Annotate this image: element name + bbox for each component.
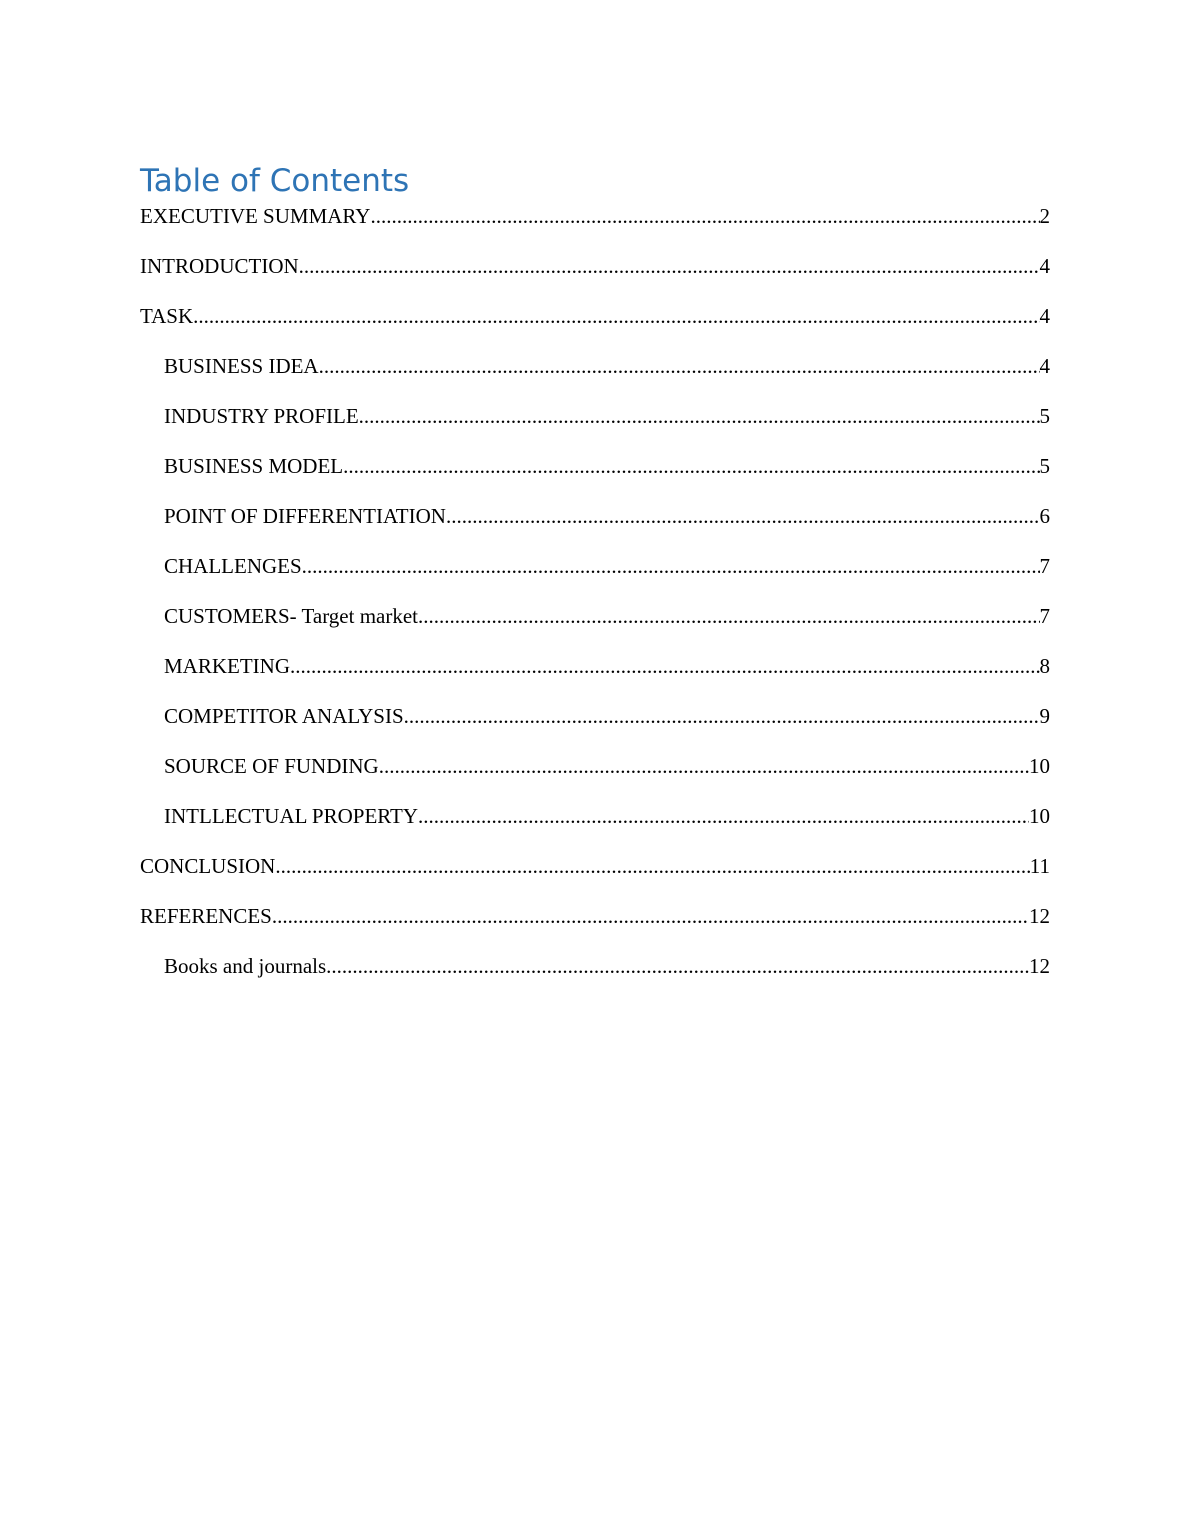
toc-dot-leader bbox=[446, 500, 1040, 532]
toc-entry-executive-summary[interactable] bbox=[140, 200, 1050, 250]
toc-entry-page: 4 bbox=[1039, 254, 1050, 278]
toc-dot-leader bbox=[299, 250, 1040, 282]
toc-entry-introduction[interactable] bbox=[140, 250, 1050, 300]
toc-list bbox=[140, 200, 1050, 1000]
toc-entry-label: INTRODUCTION bbox=[140, 254, 299, 278]
toc-dot-leader bbox=[275, 850, 1029, 882]
toc-entry-challenges[interactable] bbox=[140, 550, 1050, 600]
toc-entry-page: 7 bbox=[1039, 604, 1050, 628]
toc-entry-page: 4 bbox=[1039, 304, 1050, 328]
toc-entry-page: 2 bbox=[1039, 204, 1050, 228]
toc-entry-industry-profile[interactable] bbox=[140, 400, 1050, 450]
toc-entry-label: CUSTOMERS- Target market bbox=[164, 604, 419, 628]
toc-entry-page: 10 bbox=[1029, 754, 1050, 778]
toc-entry-label: TASK bbox=[140, 304, 194, 328]
toc-entry-page: 11 bbox=[1029, 854, 1050, 878]
toc-entry-label: INTLLECTUAL PROPERTY bbox=[164, 804, 419, 828]
toc-dot-leader bbox=[418, 600, 1039, 632]
toc-entry-label: CONCLUSION bbox=[140, 854, 276, 878]
toc-dot-leader bbox=[359, 400, 1040, 432]
toc-entry-label: COMPETITOR ANALYSIS bbox=[164, 704, 404, 728]
toc-entry-business-model[interactable] bbox=[140, 450, 1050, 500]
toc-entry-conclusion[interactable] bbox=[140, 850, 1050, 900]
toc-entry-label: SOURCE OF FUNDING bbox=[164, 754, 379, 778]
toc-dot-leader bbox=[319, 350, 1040, 382]
toc-entry-page: 6 bbox=[1039, 504, 1050, 528]
toc-entry-label: POINT OF DIFFERENTIATION bbox=[164, 504, 446, 528]
toc-dot-leader bbox=[193, 300, 1039, 332]
toc-dot-leader bbox=[326, 950, 1029, 982]
toc-entry-page: 9 bbox=[1039, 704, 1050, 728]
toc-entry-books-and-journals[interactable] bbox=[140, 950, 1050, 1000]
toc-dot-leader bbox=[418, 800, 1029, 832]
toc-heading: Table of Contents bbox=[140, 163, 410, 199]
toc-entry-page: 7 bbox=[1039, 554, 1050, 578]
toc-entry-point-of-differentiation[interactable] bbox=[140, 500, 1050, 550]
toc-dot-leader bbox=[302, 550, 1040, 582]
toc-entry-page: 8 bbox=[1039, 654, 1050, 678]
toc-entry-label: EXECUTIVE SUMMARY bbox=[140, 204, 371, 228]
toc-entry-page: 5 bbox=[1039, 404, 1050, 428]
toc-dot-leader bbox=[379, 750, 1029, 782]
toc-entry-page: 10 bbox=[1029, 804, 1050, 828]
toc-entry-source-of-funding[interactable] bbox=[140, 750, 1050, 800]
toc-entry-page: 12 bbox=[1029, 904, 1050, 928]
toc-entry-label: BUSINESS MODEL bbox=[164, 454, 344, 478]
toc-entry-label: CHALLENGES bbox=[164, 554, 302, 578]
toc-entry-label: BUSINESS IDEA bbox=[164, 354, 319, 378]
toc-entry-label: INDUSTRY PROFILE bbox=[164, 404, 359, 428]
toc-entry-label: Books and journals bbox=[164, 954, 327, 978]
toc-entry-references[interactable] bbox=[140, 900, 1050, 950]
toc-dot-leader bbox=[290, 650, 1040, 682]
toc-entry-label: MARKETING bbox=[164, 654, 290, 678]
toc-entry-label: REFERENCES bbox=[140, 904, 272, 928]
toc-entry-competitor-analysis[interactable] bbox=[140, 700, 1050, 750]
toc-entry-business-idea[interactable] bbox=[140, 350, 1050, 400]
toc-entry-customers-target-market[interactable] bbox=[140, 600, 1050, 650]
toc-entry-task[interactable] bbox=[140, 300, 1050, 350]
toc-entry-intellectual-property[interactable] bbox=[140, 800, 1050, 850]
toc-dot-leader bbox=[272, 900, 1029, 932]
toc-entry-page: 5 bbox=[1039, 454, 1050, 478]
toc-dot-leader bbox=[370, 200, 1039, 232]
toc-entry-page: 4 bbox=[1039, 354, 1050, 378]
toc-entry-marketing[interactable] bbox=[140, 650, 1050, 700]
toc-dot-leader bbox=[404, 700, 1040, 732]
toc-entry-page: 12 bbox=[1029, 954, 1050, 978]
toc-dot-leader bbox=[343, 450, 1039, 482]
